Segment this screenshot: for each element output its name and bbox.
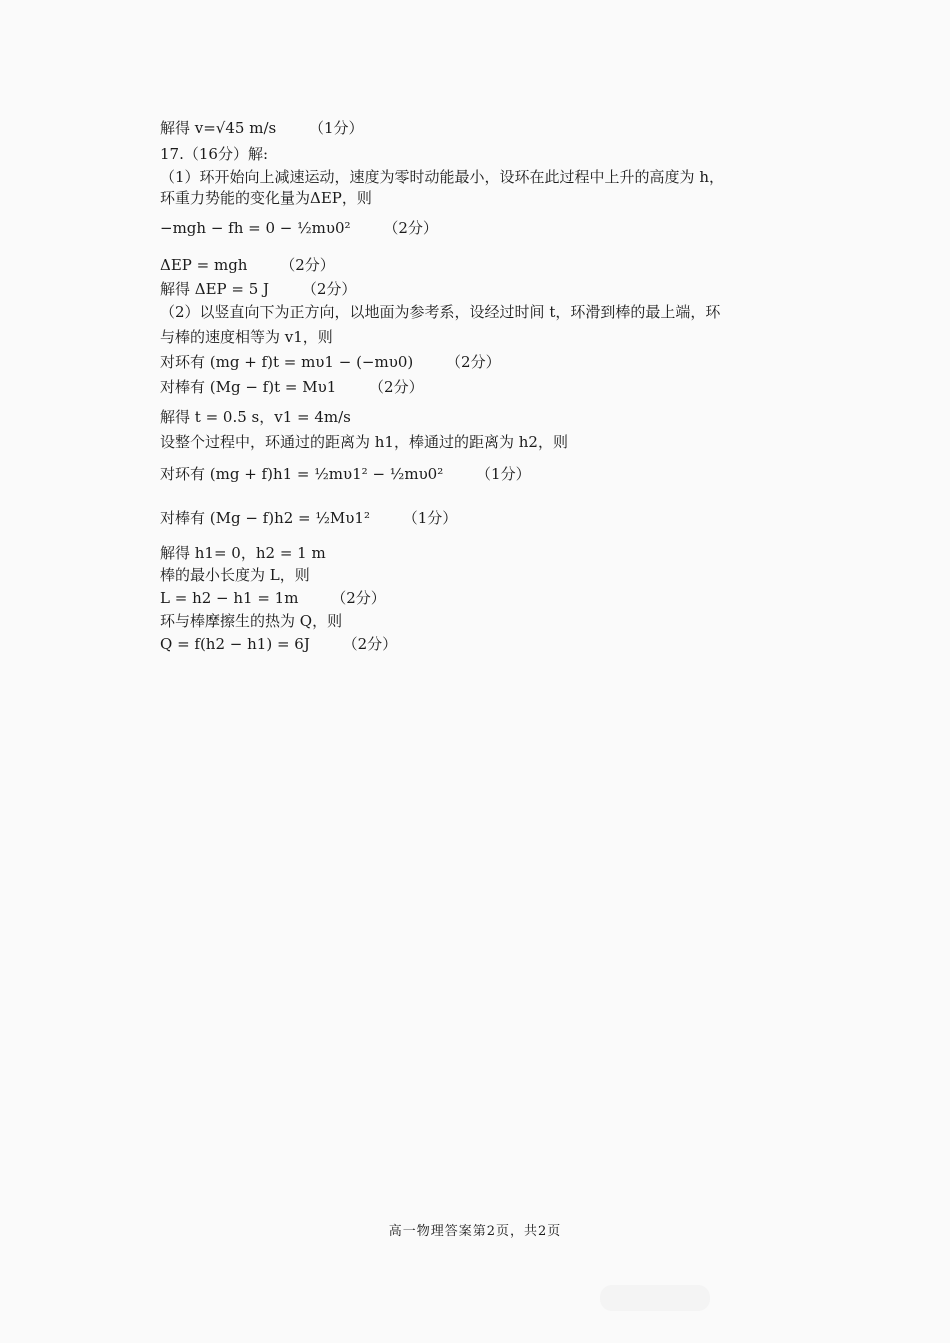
points-ring-work: （1分） [476,465,531,483]
min-length-setup: 棒的最小长度为 L，则 [160,566,310,584]
points-equation-potential: （2分） [280,256,335,274]
equation-energy [160,218,438,238]
equation-ring-momentum [160,352,501,372]
equation-rod-work [160,508,457,528]
faint-watermark [600,1285,710,1311]
equation-ring-momentum-text: 对环有 (mg + f)t = mυ1 − (−mυ0) [160,353,414,371]
answer-line-1 [160,118,364,138]
equation-potential-text: ΔEP = mgh [160,256,248,274]
result-time-velocity: 解得 t = 0.5 s，v1 = 4m/s [160,408,351,426]
result-distances: 解得 h1= 0，h2 = 1 m [160,544,326,562]
equation-energy-text: −mgh − fh = 0 − ½mυ0² [160,219,351,237]
question-17-heading: 17.（16分）解: [160,145,268,163]
equation-heat-text: Q = f(h2 − h1) = 6J [160,635,310,653]
points-rod-momentum: （2分） [369,378,424,396]
equation-rod-work-text: 对棒有 (Mg − f)h2 = ½Mυ1² [160,509,370,527]
part-2-intro: （2）以竖直向下为正方向，以地面为参考系，设经过时间 t，环滑到棒的最上端，环 [160,303,721,321]
part-1-intro: （1）环开始向上减速运动，速度为零时动能最小，设环在此过程中上升的高度为 h， [160,168,724,186]
page-footer: 高一物理答案第2页，共2页 [388,1224,562,1239]
points-1: （1分） [308,119,364,137]
equation-rod-momentum-text: 对棒有 (Mg − f)t = Mυ1 [160,378,337,396]
equation-ring-work [160,464,531,484]
equation-potential [160,255,335,275]
equation-length-text: L = h2 − h1 = 1m [160,589,299,607]
answer-line-1-text: 解得 v=√45 m/s [160,119,277,137]
equation-ring-work-text: 对环有 (mg + f)h1 = ½mυ1² − ½mυ0² [160,465,444,483]
heat-setup: 环与棒摩擦生的热为 Q，则 [160,612,343,630]
result-potential-text: 解得 ΔEP = 5 J [160,280,270,298]
points-heat: （2分） [342,635,398,653]
points-result-potential: （2分） [301,280,357,298]
equation-heat [160,634,397,654]
equation-rod-momentum [160,377,424,397]
equation-length [160,588,386,608]
distance-setup: 设整个过程中，环通过的距离为 h1，棒通过的距离为 h2，则 [160,433,568,451]
part-1-intro-cont: 环重力势能的变化量为ΔEP，则 [160,189,372,207]
points-rod-work: （1分） [402,509,458,527]
part-2-intro-cont: 与棒的速度相等为 v1，则 [160,328,333,346]
points-ring-momentum: （2分） [446,353,501,371]
points-length: （2分） [331,589,386,607]
points-equation-energy: （2分） [383,219,438,237]
result-potential [160,279,356,299]
